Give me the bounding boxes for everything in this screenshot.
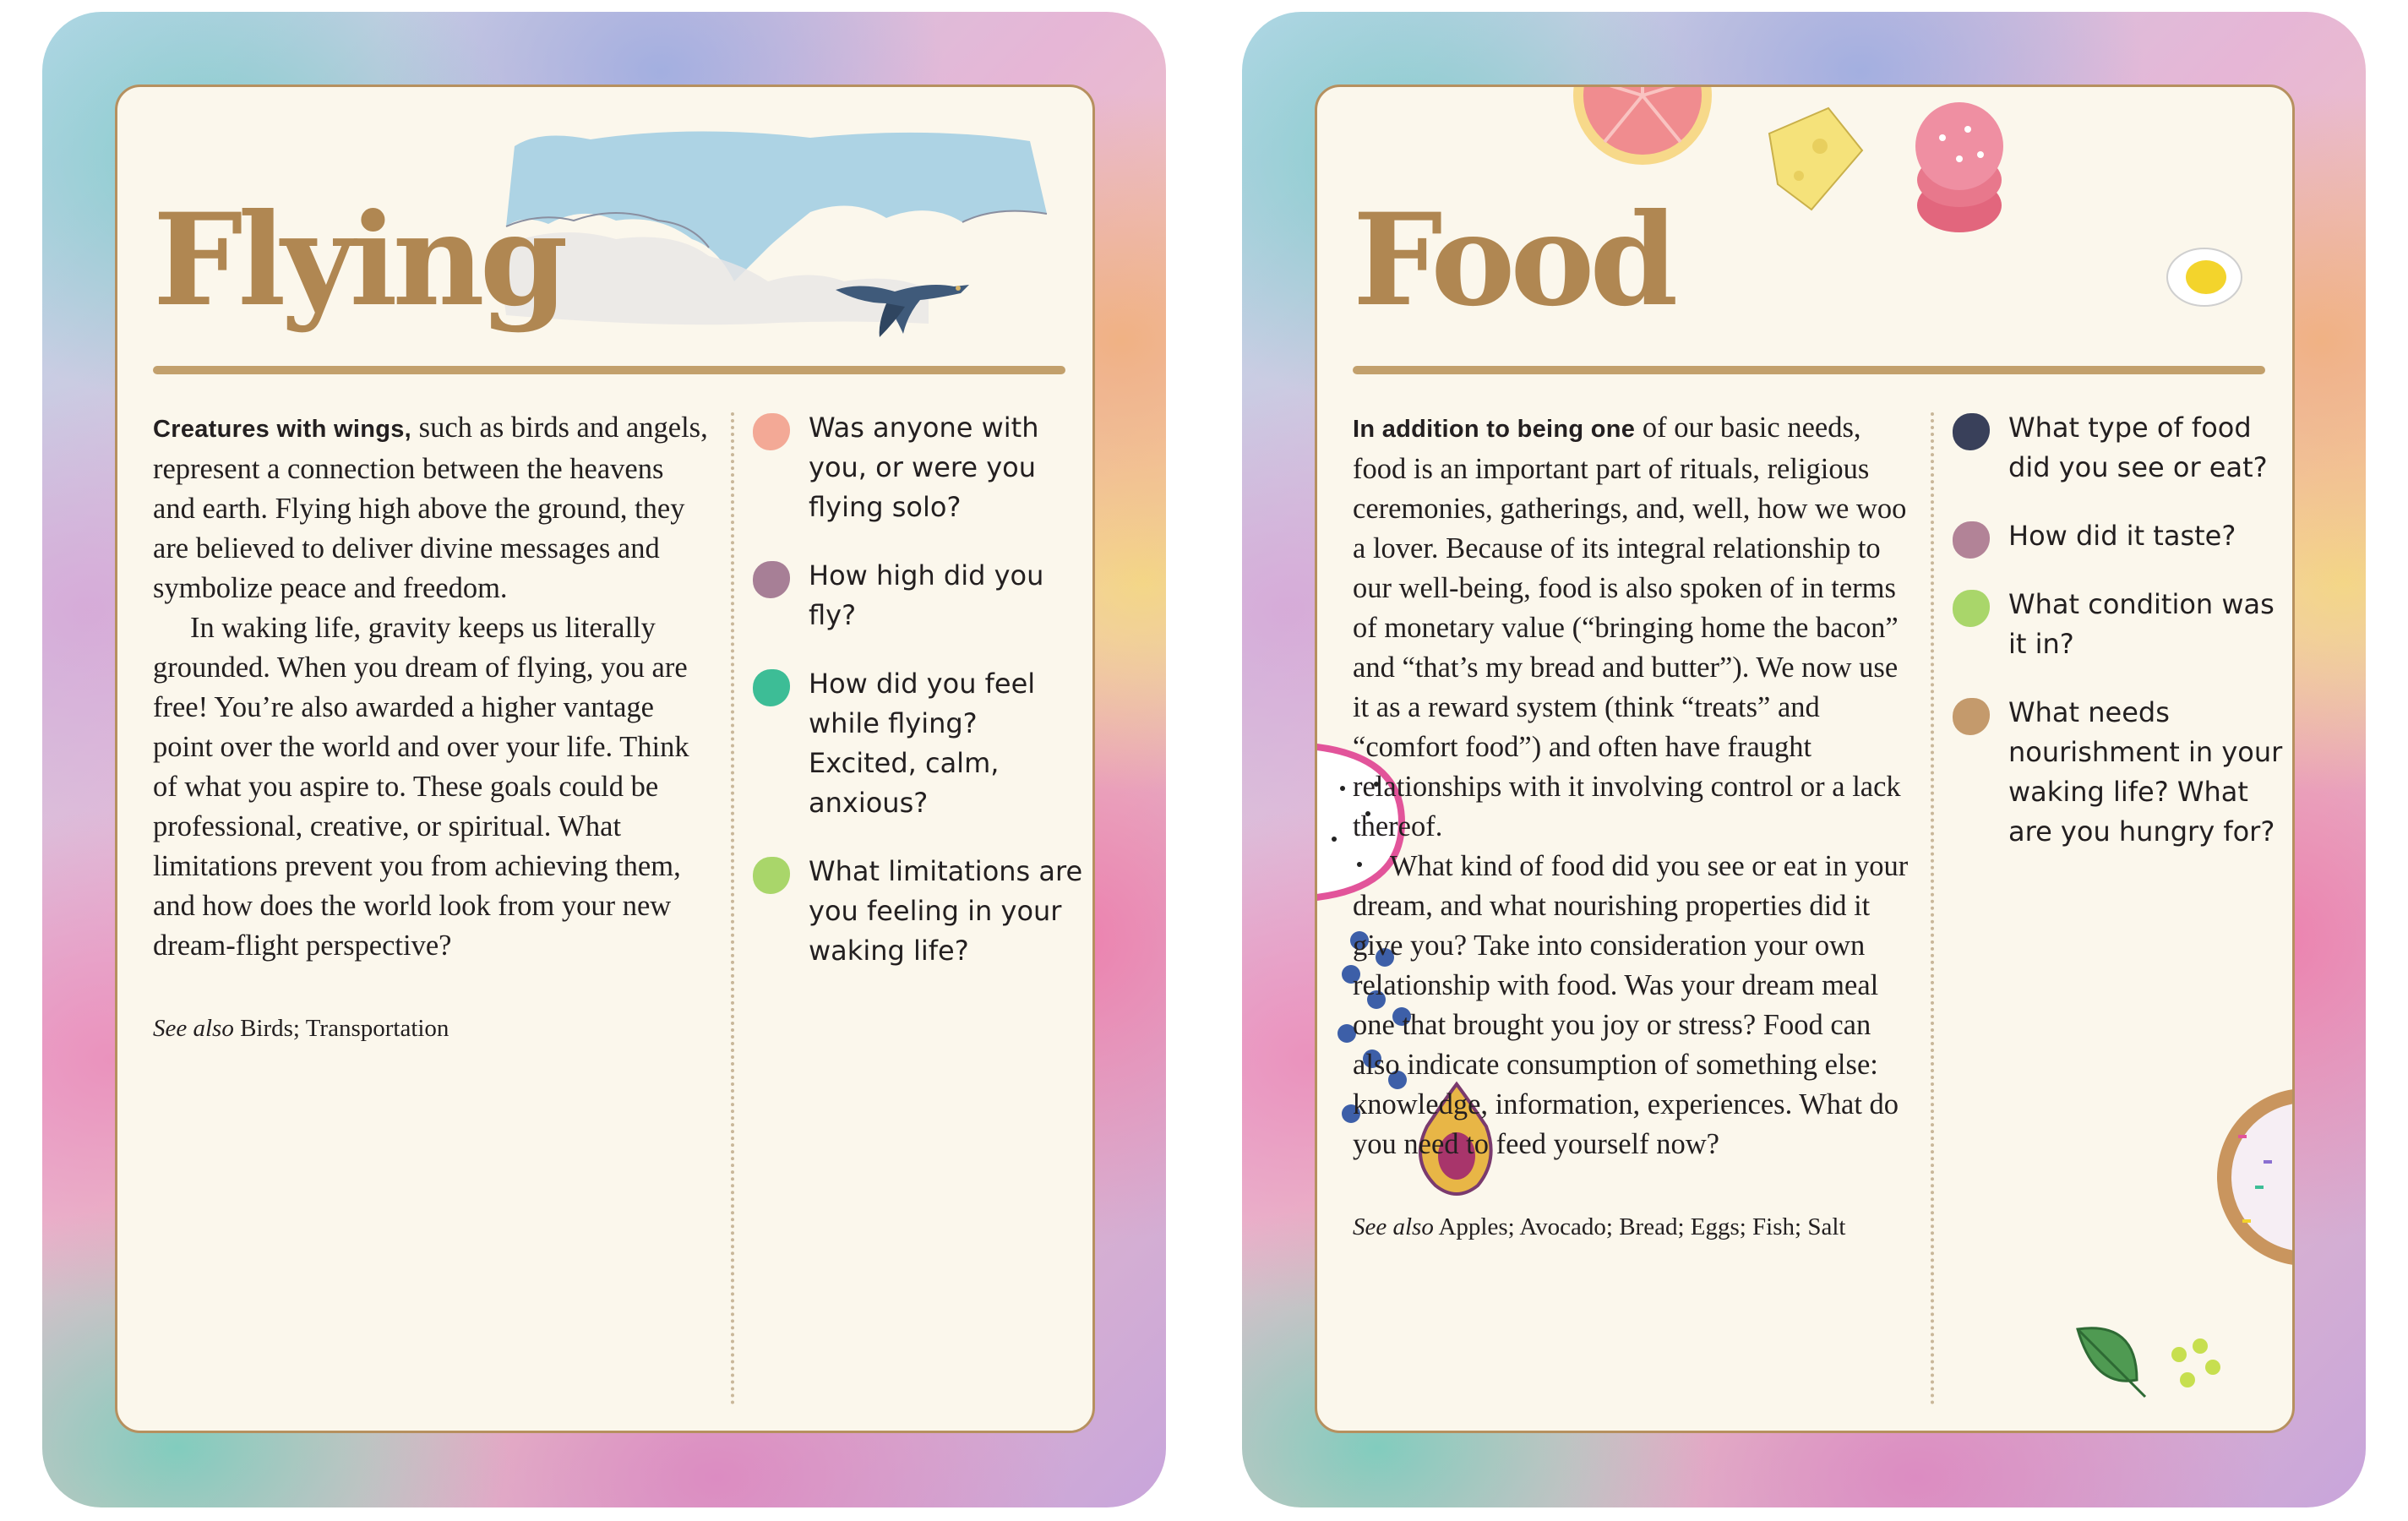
title-underline	[1353, 366, 2265, 374]
paragraph-text: of our basic needs, food is an important part of rituals, religious ceremonies, gatherings, and, well, how we woo a lover. Because of its integral relationship to our well-being, food is also spoken of in terms of monetary value (“bringing home the bacon” and “that’s my bread and butter”). We now use it as a reward system (think “treats” and “comfort food”) and often have fraught relationships with it involving control or a lack thereof.	[1353, 412, 1907, 842]
see-also-label: See also	[1353, 1213, 1434, 1240]
body-paragraph	[153, 408, 711, 608]
body-paragraph	[1353, 408, 1910, 847]
body-paragraph: In waking life, gravity keeps us literally grounded. When you dream of flying, you are free! You’re also awarded a higher vantage point over the world and over your life. Think of what you aspire to. These goals could be professional, creative, or spiritual. What limitations prevent you from achieving them, and how does the world look from your new dream-flight perspective?	[153, 612, 689, 962]
question-list	[753, 408, 1091, 1000]
card-body	[1353, 408, 1910, 1242]
question-item	[1953, 516, 2291, 556]
donut-icon	[2213, 1084, 2295, 1270]
question-item	[1953, 693, 2291, 852]
question-text: How did it taste?	[2008, 520, 2236, 552]
card-title: Food	[1353, 186, 1674, 335]
lead-in: Creatures with wings,	[153, 416, 412, 443]
card-panel	[115, 84, 1095, 1433]
column-divider	[1931, 412, 1934, 1405]
bullet-dot-icon	[1953, 521, 1990, 559]
question-text: What limitations are you feeling in your waking life?	[809, 855, 1083, 967]
bullet-dot-icon	[753, 857, 790, 894]
card-body	[153, 408, 711, 1044]
question-item	[1953, 408, 2291, 488]
title-underline	[153, 366, 1065, 374]
card-food	[1242, 12, 2366, 1507]
column-divider	[731, 412, 734, 1405]
goose-icon	[827, 256, 979, 341]
see-also	[153, 1013, 711, 1044]
card-panel	[1315, 84, 2295, 1433]
question-item	[1953, 585, 2291, 664]
see-also-links: Apples; Avocado; Bread; Eggs; Fish; Salt	[1433, 1213, 1846, 1240]
question-item	[753, 408, 1091, 527]
bullet-dot-icon	[1953, 413, 1990, 450]
question-text: What type of food did you see or eat?	[2008, 412, 2268, 483]
paragraph-text: such as birds and angels, represent a connection between the heavens and earth. Flying high above the ground, they are believed to deliver divine messages and symbolize peace and freedom.	[153, 412, 708, 604]
peas-icon	[2162, 1329, 2238, 1397]
lead-in: In addition to being one	[1353, 416, 1636, 443]
bullet-dot-icon	[1953, 698, 1990, 735]
grapefruit-icon	[1571, 84, 1714, 180]
question-item	[753, 852, 1091, 971]
card-title: Flying	[153, 186, 564, 335]
question-text: Was anyone with you, or were you flying solo?	[809, 412, 1039, 523]
question-item	[753, 664, 1091, 823]
see-also	[1353, 1212, 1910, 1242]
salami-icon	[1909, 95, 2010, 239]
see-also-label: See also	[153, 1015, 234, 1042]
spinach-leaf-icon	[2061, 1312, 2154, 1405]
body-paragraph: What kind of food did you see or eat in your dream, and what nourishing properties did it give you? Take into consideration your own relationship with food. Was your dream meal one that brought you joy or stress? Food can also indicate consumption of something else: knowledge, information, experiences. What do you need to feed yourself now?	[1353, 850, 1909, 1160]
cheese-icon	[1761, 100, 1871, 218]
question-item	[753, 556, 1091, 635]
question-text: What condition was it in?	[2008, 588, 2275, 660]
question-text: How did you feel while flying? Excited, calm, anxious?	[809, 668, 1036, 819]
see-also-links: Birds; Transportation	[233, 1015, 449, 1042]
question-text: What needs nourishment in your waking life? What are you hungry for?	[2008, 696, 2283, 848]
bullet-dot-icon	[753, 669, 790, 706]
egg-icon	[2162, 243, 2247, 311]
card-flying	[42, 12, 1166, 1507]
question-text: How high did you fly?	[809, 559, 1044, 631]
question-list	[1953, 408, 2291, 880]
bullet-dot-icon	[753, 561, 790, 598]
bullet-dot-icon	[753, 413, 790, 450]
bullet-dot-icon	[1953, 590, 1990, 627]
